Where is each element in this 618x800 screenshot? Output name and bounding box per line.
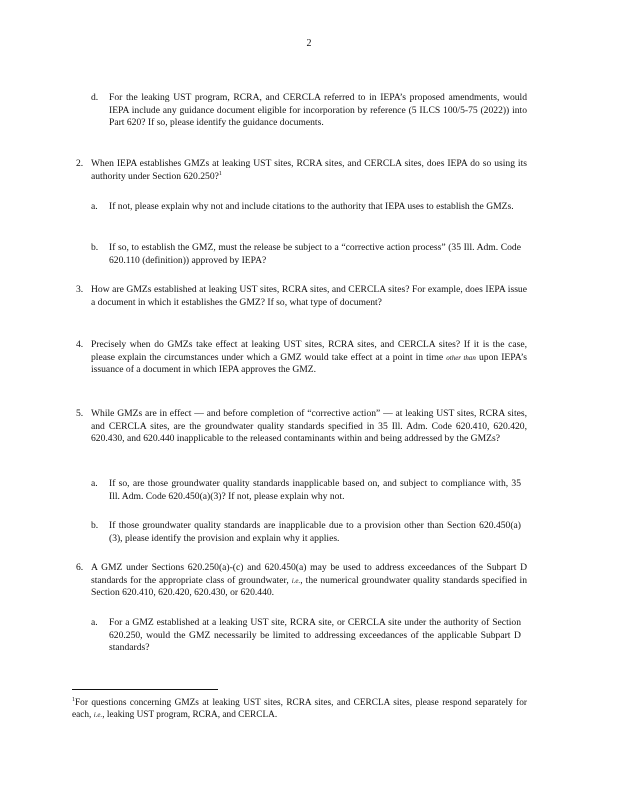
item-text <box>91 158 527 183</box>
page-number: 2 <box>306 38 312 49</box>
item-body-continued: upon IEPA’s issuance of a document in which IEPA approves the GMZ. <box>91 351 527 376</box>
item-label: 2. <box>76 158 84 169</box>
item-label: b. <box>91 242 99 253</box>
item-text: While GMZs are in effect — and before completion of “corrective action” — at leaking UST sites, RCRA sites, and CERCLA sites, are the groundwater quality standards specified in 35 Ill. Adm. Code 620.410, 620.420, 620.430, and 620.440 inapplicable to the released contaminants within and being addressed by the GMZs? <box>91 408 527 445</box>
footnote <box>72 697 527 722</box>
item-label: a. <box>91 478 98 489</box>
footnote-divider <box>72 689 218 690</box>
item-label: a. <box>91 617 98 628</box>
item-label: 4. <box>76 339 84 350</box>
footnote-reference: 1 <box>218 170 222 177</box>
item-body: When IEPA establishes GMZs at leaking UST sites, RCRA sites, and CERCLA sites, does IEPA do so using its authority under Section 620.250? <box>91 158 527 182</box>
item-label: 6. <box>76 562 84 573</box>
item-text: For a GMZ established at a leaking UST site, RCRA site, or CERCLA site under the authority of Section 620.250, would the GMZ necessarily be limited to addressing exceedances of the applicable Subpart D standards? <box>109 617 521 654</box>
item-body: A GMZ under Sections 620.250(a)-(c) and 620.450(a) may be used to address exceedances of the Subpart D standards for the appropriate class of groundwater, <box>91 562 527 586</box>
item-text: If those groundwater quality standards are inapplicable due to a provision other than Section 620.450(a)(3), please identify the provision and explain why it applies. <box>109 520 521 544</box>
item-label: d. <box>91 92 99 103</box>
emphasis-text: i.e. <box>291 576 301 585</box>
item-label: a. <box>91 201 98 212</box>
item-body: Precisely when do GMZs take effect at leaking UST sites, RCRA sites, and CERCLA sites? If it is the case, please explain the circumstances under which a GMZ would take effect at a point in time <box>91 339 527 363</box>
item-text: If so, are those groundwater quality standards inapplicable based on, and subject to compliance with, 35 Ill. Adm. Code 620.450(a)(3)? If not, please explain why not. <box>109 478 521 502</box>
item-text: How are GMZs established at leaking UST sites, RCRA sites, and CERCLA sites? For example, does IEPA issue a document in which it establishes the GMZ? If so, what type of document? <box>91 284 527 308</box>
item-text <box>91 562 527 600</box>
footnote-text-continued: , leaking UST program, RCRA, and CERCLA. <box>102 710 278 721</box>
item-text: For the leaking UST program, RCRA, and CERCLA referred to in IEPA’s proposed amendments, would IEPA include any guidance document eligible for incorporation by reference (5 ILCS 100/5-75 (2022)) into Part 620? If so, please identify the guidance documents. <box>109 92 527 129</box>
item-label: 3. <box>76 284 84 295</box>
footnote-text: For questions concerning GMZs at leaking UST sites, RCRA sites, and CERCLA sites, please respond separately for each, <box>72 698 527 721</box>
item-text: If so, to establish the GMZ, must the release be subject to a “corrective action process” (35 Ill. Adm. Code 620.110 (definition)) approved by IEPA? <box>109 242 521 266</box>
emphasis-text: other than <box>446 353 476 362</box>
item-text <box>91 339 527 377</box>
item-text: If not, please explain why not and include citations to the authority that IEPA uses to establish the GMZs. <box>109 201 514 212</box>
item-label: 5. <box>76 408 84 419</box>
emphasis-text: i.e. <box>93 711 103 720</box>
item-label: b. <box>91 520 99 531</box>
item-body-continued: , the numerical groundwater quality standards specified in Section 620.410, 620.420, 620.430, or 620.440. <box>91 574 527 599</box>
footnote-marker: 1 <box>72 696 75 703</box>
